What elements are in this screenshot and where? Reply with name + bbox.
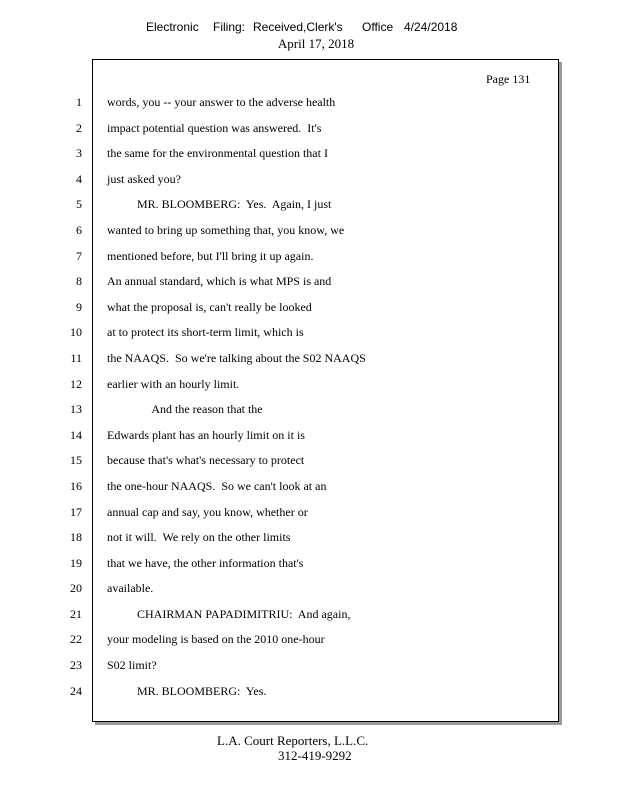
- line-number: 7: [76, 248, 82, 263]
- line-number: 19: [70, 555, 82, 570]
- transcript-line: An annual standard, which is what MPS is and: [107, 274, 332, 289]
- stamp-date: 4/24/2018: [404, 20, 458, 34]
- transcript-line: available.: [107, 581, 154, 596]
- line-number: 17: [70, 504, 82, 519]
- transcript-line: the same for the environmental question that I: [107, 146, 328, 161]
- transcript-line: And the reason that the: [107, 402, 263, 417]
- transcript-line: impact potential question was answered. It's: [107, 120, 322, 135]
- line-number: 11: [70, 350, 82, 365]
- transcript-line: at to protect its short-term limit, which is: [107, 325, 304, 340]
- line-number-column: [60, 95, 82, 709]
- stamp-received-clerks: Received,Clerk's: [253, 20, 343, 34]
- line-number: 9: [76, 299, 82, 314]
- reporter-phone: 312-419-9292: [278, 748, 352, 763]
- transcript-line: annual cap and say, you know, whether or: [107, 504, 308, 519]
- hearing-date: April 17, 2018: [277, 36, 355, 51]
- transcript-line: not it will. We rely on the other limits: [107, 530, 291, 545]
- stamp-filing: Filing:: [213, 20, 246, 34]
- transcript-line: earlier with an hourly limit.: [107, 376, 240, 391]
- transcript-line: that we have, the other information that's: [107, 555, 304, 570]
- transcript-line: because that's what's necessary to protect: [107, 453, 305, 468]
- transcript-line: CHAIRMAN PAPADIMITRIU: And again,: [107, 606, 351, 621]
- line-number: 1: [76, 95, 82, 109]
- transcript-line: Edwards plant has an hourly limit on it is: [107, 427, 305, 442]
- line-number: 14: [70, 427, 82, 442]
- line-number: 12: [70, 376, 82, 391]
- transcript-line: wanted to bring up something that, you know, we: [107, 222, 345, 237]
- line-number: 20: [70, 581, 82, 596]
- transcript-line: MR. BLOOMBERG: Yes. Again, I just: [107, 197, 332, 212]
- transcript-line: MR. BLOOMBERG: Yes.: [107, 683, 267, 698]
- line-number: 18: [70, 530, 82, 545]
- line-number: 8: [76, 274, 82, 289]
- stamp-office: Office: [362, 20, 394, 34]
- line-number: 6: [76, 222, 82, 237]
- line-number: 2: [76, 120, 82, 135]
- reporter-company: L.A. Court Reporters, L.L.C.: [217, 733, 369, 748]
- page-number: Page 131: [486, 72, 531, 86]
- transcript-line: words, you -- your answer to the adverse health: [107, 95, 336, 109]
- line-number: 16: [70, 478, 82, 493]
- transcript-line: the one-hour NAAQS. So we can't look at an: [107, 478, 327, 493]
- transcript-line: mentioned before, but I'll bring it up again.: [107, 248, 314, 263]
- transcript-line: just asked you?: [107, 171, 181, 186]
- stamp-electronic: Electronic: [146, 20, 199, 34]
- line-number: 22: [70, 632, 82, 647]
- line-number: 3: [76, 146, 82, 161]
- transcript-text: [107, 95, 547, 709]
- line-number: 21: [70, 606, 82, 621]
- line-number: 23: [70, 658, 82, 673]
- line-number: 4: [76, 171, 82, 186]
- transcript-line: your modeling is based on the 2010 one-hour: [107, 632, 325, 647]
- line-number: 5: [76, 197, 82, 212]
- transcript-line: S02 limit?: [107, 658, 157, 673]
- line-number: 10: [70, 325, 82, 340]
- transcript-line: what the proposal is, can't really be looked: [107, 299, 312, 314]
- line-number: 24: [70, 683, 82, 698]
- transcript-line: the NAAQS. So we're talking about the S02 NAAQS: [107, 350, 366, 365]
- line-number: 13: [70, 402, 82, 417]
- filing-stamp: [0, 20, 618, 36]
- line-number: 15: [70, 453, 82, 468]
